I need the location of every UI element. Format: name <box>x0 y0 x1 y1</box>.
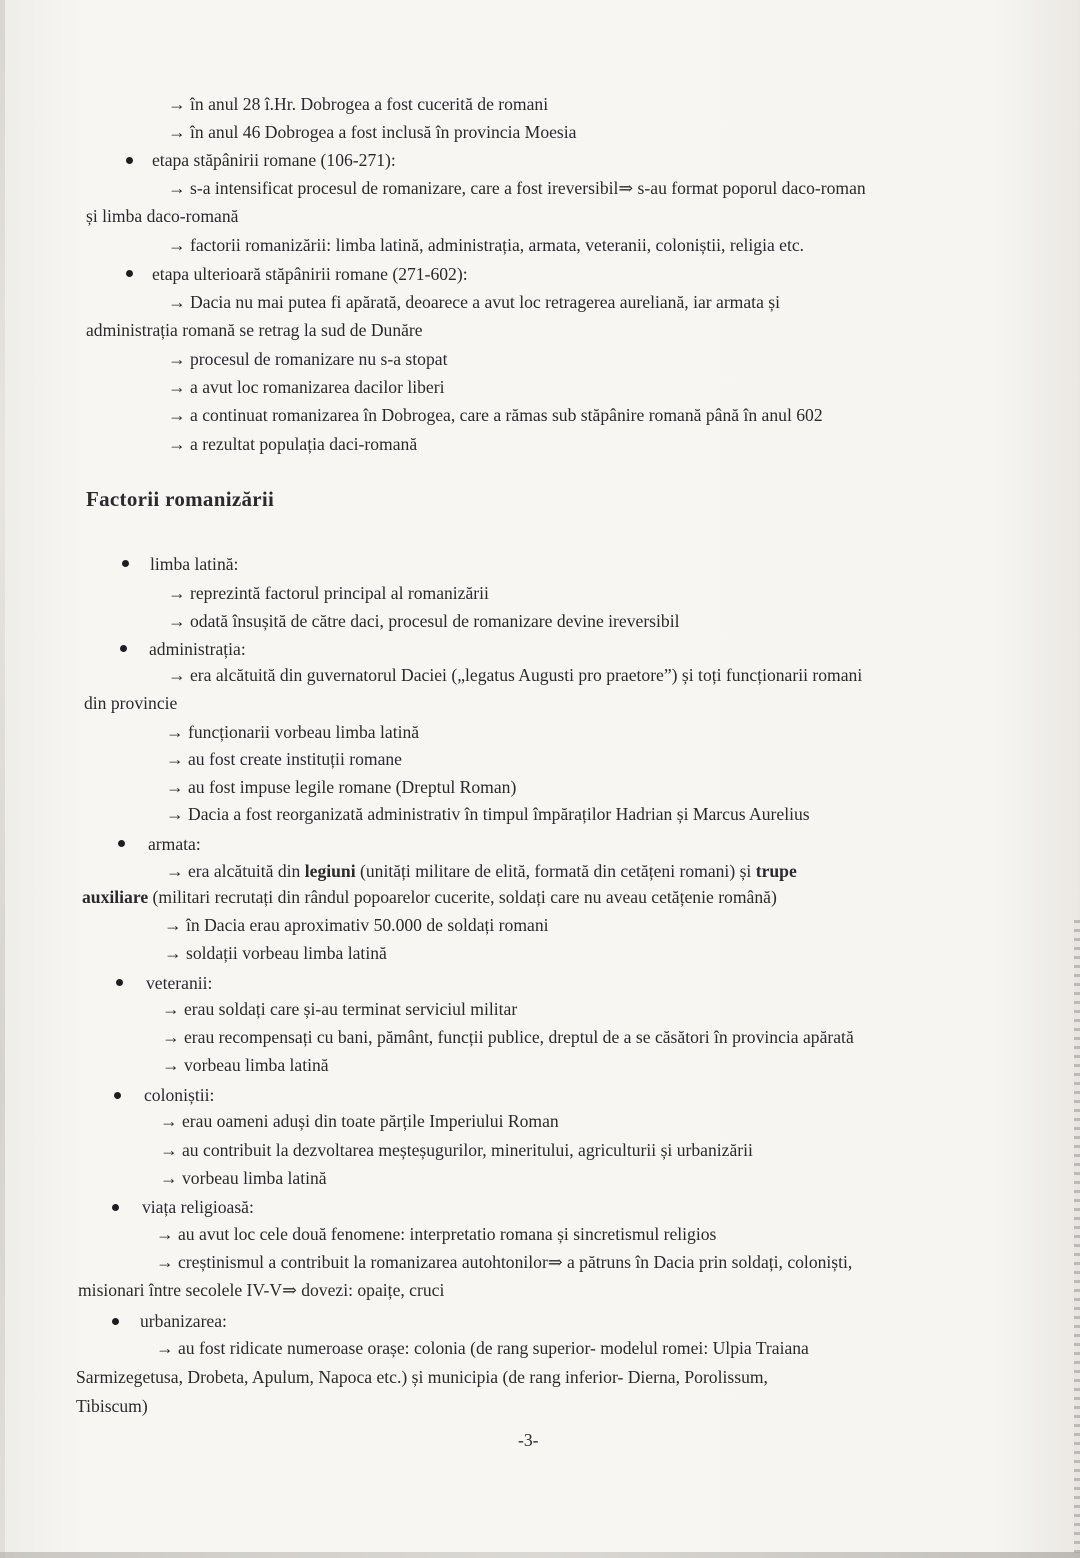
text-line <box>164 914 549 936</box>
arrow-icon: → <box>168 665 186 685</box>
arrow-icon: → <box>166 861 184 881</box>
bold-term: trupe <box>755 861 797 881</box>
bullet-icon <box>126 157 133 164</box>
arrow-icon: → <box>168 377 186 397</box>
bold-term: auxiliare <box>82 887 149 907</box>
text-line <box>162 998 517 1020</box>
arrow-icon: → <box>156 1252 174 1272</box>
bullet-icon <box>114 1092 121 1099</box>
factor-title: administrația: <box>149 639 246 659</box>
bold-term: legiuni <box>304 861 356 881</box>
arrow-icon: → <box>168 178 186 198</box>
text-line <box>168 177 866 199</box>
line-text: Dacia nu mai putea fi apărată, deoarece a avut loc retragerea aureliană, iar armata și <box>190 292 781 312</box>
line-text: au fost create instituții romane <box>188 749 402 769</box>
line-text: au avut loc cele două fenomene: interpretatio romana și sincretismul religios <box>178 1224 717 1244</box>
text-line <box>166 748 402 770</box>
text-line-continuation: misionari între secolele IV-V⇒ dovezi: opaițe, cruci <box>78 1280 445 1300</box>
factor-title: limba latină: <box>150 554 239 574</box>
line-text: în Dacia erau aproximativ 50.000 de soldați romani <box>186 915 549 935</box>
page-number: -3- <box>518 1430 539 1450</box>
text-line <box>160 1139 753 1161</box>
arrow-icon: → <box>164 915 182 935</box>
text-line <box>168 664 862 686</box>
arrow-icon: → <box>168 434 186 454</box>
text-line-continuation: din provincie <box>84 693 178 713</box>
text-line <box>166 860 797 882</box>
arrow-icon: → <box>168 122 186 142</box>
line-text: creștinismul a contribuit la romanizarea autohtonilor⇒ a pătruns în Dacia prin soldați, coloniști, <box>178 1252 853 1272</box>
text-line-continuation: Tibiscum) <box>76 1396 148 1416</box>
section-heading: Factorii romanizării <box>86 487 275 511</box>
text-line-continuation: administrația romană se retrag la sud de Dunăre <box>86 320 423 340</box>
line-text: soldații vorbeau limba latină <box>186 943 387 963</box>
line-text: erau soldați care și-au terminat serviciul militar <box>184 999 518 1019</box>
line-text: (unități militare de elită, formată din cetățeni romani) și <box>355 861 756 881</box>
line-text: erau oameni aduși din toate părțile Imperiului Roman <box>182 1111 559 1131</box>
text-line <box>164 942 387 964</box>
line-text: au fost ridicate numeroase orașe: colonia (de rang superior- modelul romei: Ulpia Traiana <box>178 1338 809 1358</box>
bullet-icon <box>122 560 129 567</box>
text-line <box>166 803 810 825</box>
arrow-icon: → <box>160 1111 178 1131</box>
text-line <box>168 404 823 426</box>
text-line <box>156 1337 809 1359</box>
line-text: în anul 46 Dobrogea a fost inclusă în provincia Moesia <box>190 122 577 142</box>
line-text: s-a intensificat procesul de romanizare, care a fost ireversibil⇒ s-au format poporul daco-roman <box>190 178 866 198</box>
arrow-icon: → <box>168 292 186 312</box>
text-line-continuation <box>82 886 777 908</box>
arrow-icon: → <box>168 235 186 255</box>
line-text: au fost impuse legile romane (Dreptul Roman) <box>188 777 517 797</box>
bullet-icon <box>116 979 123 986</box>
line-text: a continuat romanizarea în Dobrogea, care a rămas sub stăpânire romană până în anul 602 <box>190 405 823 425</box>
text-line <box>156 1223 716 1245</box>
arrow-icon: → <box>160 1168 178 1188</box>
line-text: a rezultat populația daci-romană <box>190 434 418 454</box>
line-text: în anul 28 î.Hr. Dobrogea a fost cucerită de romani <box>190 94 549 114</box>
line-text: factorii romanizării: limba latină, administrația, armata, veteranii, coloniștii, religia etc. <box>190 235 805 255</box>
bullet-heading: etapa ulterioară stăpânirii romane (271-602): <box>152 264 468 284</box>
arrow-icon: → <box>156 1224 174 1244</box>
arrow-icon: → <box>162 1055 180 1075</box>
bullet-icon <box>126 270 133 277</box>
text-line <box>168 93 548 115</box>
line-text: Dacia a fost reorganizată administrativ în timpul împăraților Hadrian și Marcus Aurelius <box>188 804 810 824</box>
line-text: vorbeau limba latină <box>182 1168 327 1188</box>
page-right-edge <box>1074 920 1080 1558</box>
line-text: au contribuit la dezvoltarea meșteșugurilor, mineritului, agriculturii și urbanizării <box>182 1140 753 1160</box>
text-line <box>168 121 576 143</box>
line-text: odată însușită de către daci, procesul de romanizare devine ireversibil <box>190 611 680 631</box>
line-text: (militari recrutați din rândul popoarelor cucerite, soldați care nu aveau cetățenie română) <box>148 887 777 907</box>
arrow-icon: → <box>168 611 186 631</box>
text-line <box>166 721 419 743</box>
text-line-continuation: și limba daco-romană <box>86 206 239 226</box>
text-line <box>168 610 679 632</box>
arrow-icon: → <box>168 349 186 369</box>
text-line <box>168 582 489 604</box>
text-line <box>160 1167 327 1189</box>
factor-title: viața religioasă: <box>142 1197 254 1217</box>
arrow-icon: → <box>168 94 186 114</box>
text-line <box>162 1026 854 1048</box>
text-line <box>168 348 447 370</box>
bullet-icon <box>120 645 127 652</box>
arrow-icon: → <box>162 1027 180 1047</box>
text-line <box>168 376 445 398</box>
factor-title: veteranii: <box>146 973 213 993</box>
page-bottom-edge <box>0 1552 1080 1558</box>
bullet-heading: etapa stăpânirii romane (106-271): <box>152 150 396 170</box>
text-line <box>166 776 516 798</box>
line-text: era alcătuită din guvernatorul Daciei („legatus Augusti pro praetore”) și toți funcționarii romani <box>190 665 863 685</box>
bullet-icon <box>112 1204 119 1211</box>
line-text: a avut loc romanizarea dacilor liberi <box>190 377 445 397</box>
arrow-icon: → <box>162 999 180 1019</box>
arrow-icon: → <box>166 722 184 742</box>
text-line <box>156 1251 852 1273</box>
line-text: erau recompensați cu bani, pământ, funcții publice, dreptul de a se căsători în provincia apărată <box>184 1027 854 1047</box>
page-left-edge <box>0 0 5 1558</box>
line-text: vorbeau limba latină <box>184 1055 329 1075</box>
line-text: era alcătuită din <box>188 861 305 881</box>
factor-title: coloniștii: <box>144 1085 215 1105</box>
line-text: procesul de romanizare nu s-a stopat <box>190 349 448 369</box>
text-line <box>162 1054 329 1076</box>
text-line <box>168 234 804 256</box>
arrow-icon: → <box>156 1338 174 1358</box>
line-text: reprezintă factorul principal al romanizării <box>190 583 489 603</box>
factor-title: armata: <box>148 834 201 854</box>
arrow-icon: → <box>164 943 182 963</box>
bullet-icon <box>112 1318 119 1325</box>
arrow-icon: → <box>168 405 186 425</box>
text-line <box>168 433 417 455</box>
bullet-icon <box>118 840 125 847</box>
arrow-icon: → <box>160 1140 178 1160</box>
line-text: funcționarii vorbeau limba latină <box>188 722 420 742</box>
factor-title: urbanizarea: <box>140 1311 227 1331</box>
arrow-icon: → <box>166 749 184 769</box>
text-line <box>168 291 780 313</box>
arrow-icon: → <box>166 777 184 797</box>
text-line-continuation: Sarmizegetusa, Drobeta, Apulum, Napoca etc.) și municipia (de rang inferior- Dierna, Porolissum, <box>76 1367 768 1387</box>
text-line <box>160 1110 559 1132</box>
arrow-icon: → <box>168 583 186 603</box>
arrow-icon: → <box>166 804 184 824</box>
